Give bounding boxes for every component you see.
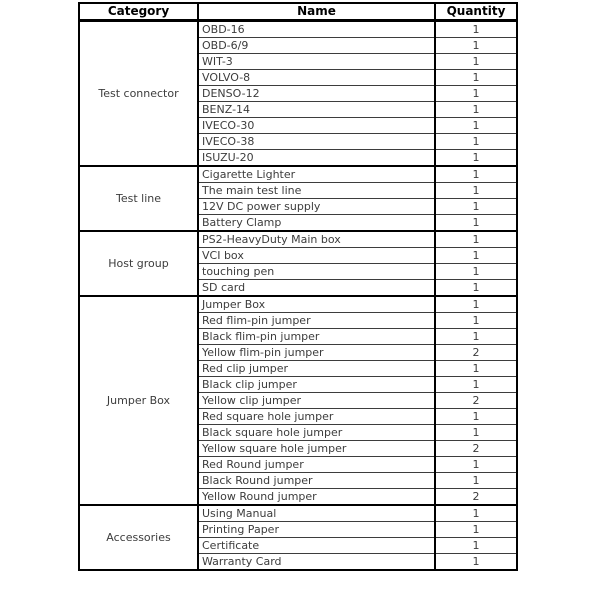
item-name-cell: Warranty Card	[198, 554, 435, 571]
item-name-cell: Printing Paper	[198, 522, 435, 538]
item-quantity-cell: 1	[435, 248, 517, 264]
item-quantity-cell: 1	[435, 296, 517, 313]
table-row	[79, 231, 517, 248]
item-name-cell: Red Round jumper	[198, 457, 435, 473]
item-name-cell: IVECO-38	[198, 134, 435, 150]
item-quantity-cell: 2	[435, 393, 517, 409]
item-quantity-cell: 1	[435, 166, 517, 183]
item-quantity-cell: 1	[435, 313, 517, 329]
item-quantity-cell: 1	[435, 150, 517, 167]
item-name-cell: ISUZU-20	[198, 150, 435, 167]
item-name-cell: Using Manual	[198, 505, 435, 522]
item-name-cell: Red square hole jumper	[198, 409, 435, 425]
item-quantity-cell: 1	[435, 264, 517, 280]
item-name-cell: IVECO-30	[198, 118, 435, 134]
item-quantity-cell: 1	[435, 280, 517, 297]
item-name-cell: Yellow clip jumper	[198, 393, 435, 409]
item-quantity-cell: 1	[435, 361, 517, 377]
item-name-cell: VOLVO-8	[198, 70, 435, 86]
item-name-cell: BENZ-14	[198, 102, 435, 118]
item-quantity-cell: 2	[435, 441, 517, 457]
item-name-cell: 12V DC power supply	[198, 199, 435, 215]
header-quantity: Quantity	[435, 3, 517, 21]
category-cell: Jumper Box	[79, 296, 198, 505]
item-quantity-cell: 1	[435, 425, 517, 441]
item-quantity-cell: 2	[435, 489, 517, 506]
item-name-cell: Yellow square hole jumper	[198, 441, 435, 457]
item-name-cell: Jumper Box	[198, 296, 435, 313]
item-name-cell: Yellow Round jumper	[198, 489, 435, 506]
item-quantity-cell: 1	[435, 38, 517, 54]
item-name-cell: The main test line	[198, 183, 435, 199]
item-name-cell: Black flim-pin jumper	[198, 329, 435, 345]
item-name-cell: Red flim-pin jumper	[198, 313, 435, 329]
table-header	[79, 3, 517, 21]
table-row	[79, 296, 517, 313]
header-name: Name	[198, 3, 435, 21]
item-name-cell: VCI box	[198, 248, 435, 264]
item-quantity-cell: 1	[435, 457, 517, 473]
item-name-cell: Cigarette Lighter	[198, 166, 435, 183]
item-quantity-cell: 1	[435, 505, 517, 522]
item-quantity-cell: 1	[435, 199, 517, 215]
category-cell: Host group	[79, 231, 198, 296]
item-quantity-cell: 1	[435, 183, 517, 199]
item-name-cell: OBD-16	[198, 21, 435, 38]
item-quantity-cell: 1	[435, 70, 517, 86]
item-quantity-cell: 1	[435, 329, 517, 345]
item-name-cell: Certificate	[198, 538, 435, 554]
item-name-cell: DENSO-12	[198, 86, 435, 102]
packing-list-table	[78, 2, 518, 571]
item-quantity-cell: 1	[435, 522, 517, 538]
item-name-cell: touching pen	[198, 264, 435, 280]
table-row	[79, 21, 517, 38]
item-quantity-cell: 2	[435, 345, 517, 361]
item-quantity-cell: 1	[435, 54, 517, 70]
item-quantity-cell: 1	[435, 134, 517, 150]
item-name-cell: Battery Clamp	[198, 215, 435, 232]
item-quantity-cell: 1	[435, 21, 517, 38]
item-quantity-cell: 1	[435, 409, 517, 425]
category-cell: Accessories	[79, 505, 198, 570]
item-name-cell: SD card	[198, 280, 435, 297]
table-row	[79, 505, 517, 522]
item-name-cell: OBD-6/9	[198, 38, 435, 54]
item-quantity-cell: 1	[435, 554, 517, 571]
header-category: Category	[79, 3, 198, 21]
table-body	[79, 21, 517, 571]
item-name-cell: Black square hole jumper	[198, 425, 435, 441]
item-quantity-cell: 1	[435, 86, 517, 102]
item-quantity-cell: 1	[435, 473, 517, 489]
item-name-cell: Red clip jumper	[198, 361, 435, 377]
item-quantity-cell: 1	[435, 377, 517, 393]
item-name-cell: WIT-3	[198, 54, 435, 70]
category-cell: Test line	[79, 166, 198, 231]
item-name-cell: Black clip jumper	[198, 377, 435, 393]
item-name-cell: Yellow flim-pin jumper	[198, 345, 435, 361]
item-quantity-cell: 1	[435, 118, 517, 134]
item-quantity-cell: 1	[435, 102, 517, 118]
item-quantity-cell: 1	[435, 215, 517, 232]
table-row	[79, 166, 517, 183]
item-quantity-cell: 1	[435, 231, 517, 248]
item-name-cell: PS2-HeavyDuty Main box	[198, 231, 435, 248]
category-cell: Test connector	[79, 21, 198, 167]
item-name-cell: Black Round jumper	[198, 473, 435, 489]
header-row	[79, 3, 517, 21]
item-quantity-cell: 1	[435, 538, 517, 554]
